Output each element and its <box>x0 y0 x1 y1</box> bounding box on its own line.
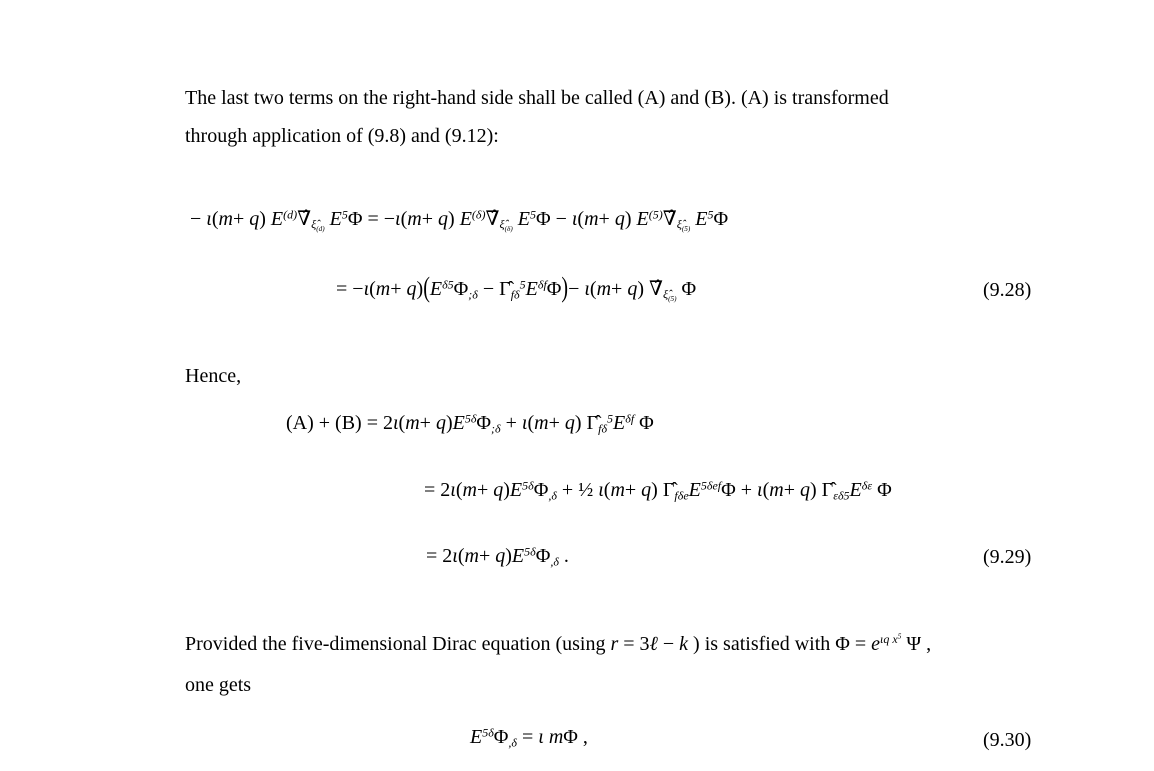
equation-9-30-label: (9.30) <box>983 729 1032 751</box>
equation-9-29-line-1: $(A) + (B) = 2\iota(m+ q)E^{5\delta}\Phi;\delta + \iota(m+ q)$ $\Gammâf\delta^5E^{\delta f}$ Φ <box>286 411 654 436</box>
paragraph-1-line-2: through application of (9.8) and (9.12): <box>185 125 499 147</box>
paragraph-1-line-1: The last two terms on the right-hand side shall be called (A) and (B). (A) is transformed <box>185 87 889 109</box>
equation-9-28-line-2: = $-\iota(m+ q)(E^{\delta 5}\Phi;\delta$ − $\Gammâf\delta^5E^{\delta f}\Phi)- \iota(m+ q)$ $\nablâ\xî_{(5)}$ Φ <box>336 271 697 304</box>
equation-9-30: $E^{5\delta}\Phi,\delta = \iota$ mΦ , <box>470 725 588 750</box>
paragraph-2-line-2: one gets <box>185 674 252 696</box>
paragraph-2-line-1: Provided the five-dimensional Dirac equation (using r = 3ℓ − k ) is satisfied with $\Phi = e^{\iota q x^5}$ Ψ , <box>185 632 932 655</box>
equation-9-29-label: (9.29) <box>983 546 1032 568</box>
hence-text: Hence, <box>185 365 242 387</box>
equation-9-29-line-2: = $2\iota(m+ q)E^{5\delta}\Phi,\delta$ + ½ ι(m+ q) Γ̂fδeE$^{5\delta ef}$Φ + ι(m+ q) $\Gammâ\varepsilon\delta 5E^{\delta\varepsilon}$ Φ <box>424 478 892 503</box>
equation-9-28-line-1: − ι(m+ q) $E^{(d)}\nablâ\xî_{(d)}$ $E^5\Phi = -\iota(m+ q)$ $E^{(\delta)}\nablâ\xî_{(\delta)}$ $E^5\Phi - \iota(m+ q)$ $E^{(5)}\nablâ\xî_{(5)}$ $E^5\Phi$ <box>190 207 729 234</box>
equation-9-28-label: (9.28) <box>983 279 1032 301</box>
equation-9-29-line-3: = $2\iota(m+ q)E^{5\delta}\Phi,\delta$ . <box>426 544 569 569</box>
